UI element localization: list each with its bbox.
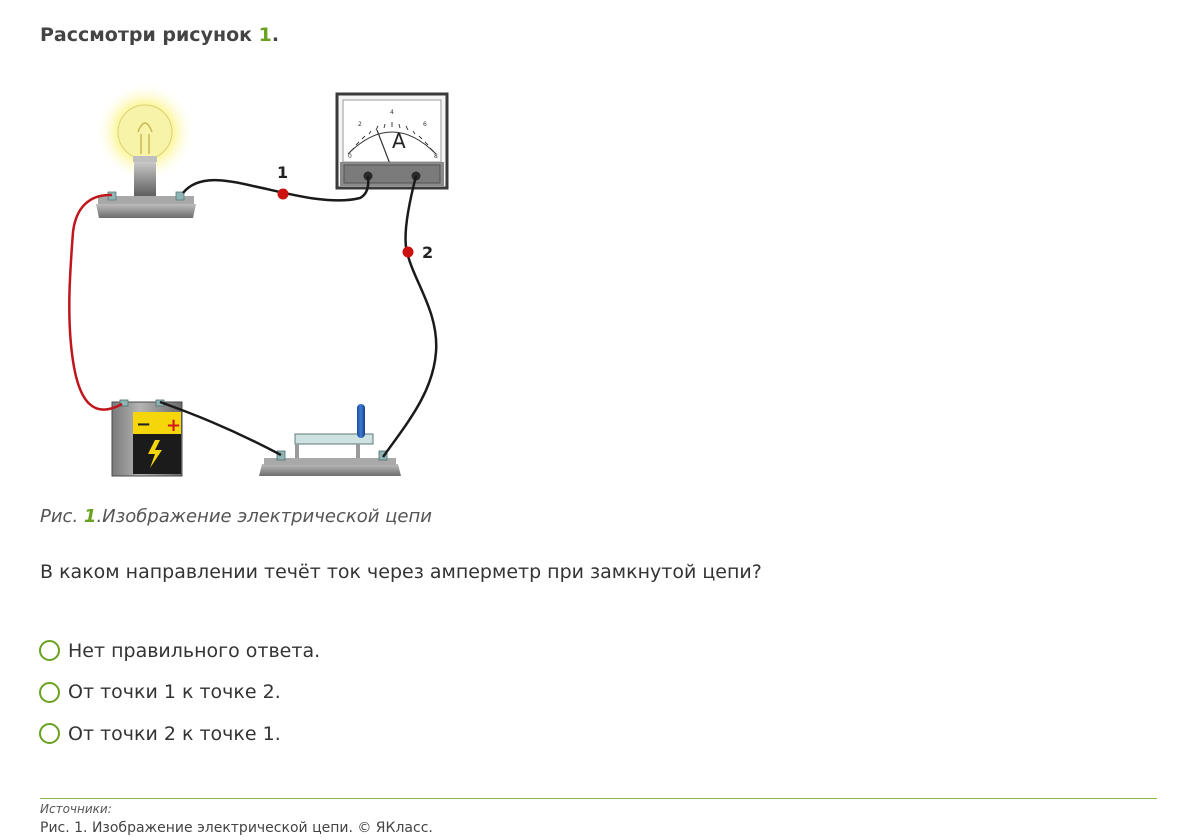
task-title-prefix: Рассмотри рисунок: [40, 24, 259, 46]
switch-handle: [357, 404, 365, 438]
radio-button[interactable]: [39, 682, 60, 703]
task-title-suffix: .: [271, 24, 280, 46]
circuit-figure: [38, 82, 468, 484]
switch: [259, 404, 401, 476]
ammeter-scale-2: 2: [358, 121, 362, 128]
battery: [112, 400, 182, 476]
ammeter-label: A: [392, 129, 406, 153]
answer-option[interactable]: [39, 630, 320, 672]
caption-text: .Изображение электрической цепи: [96, 506, 432, 527]
sources-item: Рис. 1. Изображение электрической цепи. © ЯКласс.: [40, 820, 433, 836]
ammeter-scale-4: 4: [390, 109, 394, 116]
answer-option-label: От точки 1 к точке 2.: [68, 681, 281, 704]
caption-prefix: Рис.: [40, 506, 84, 527]
sources-divider: [40, 798, 1157, 799]
point-2-marker: [403, 247, 414, 258]
battery-plus-label: +: [166, 415, 182, 436]
answer-option-label: Нет правильного ответа.: [68, 639, 321, 662]
figure-reference: 1: [258, 24, 272, 46]
radio-button[interactable]: [39, 723, 60, 744]
ammeter-scale-8: 8: [434, 153, 438, 160]
question-text: В каком направлении течёт ток через амперметр при замкнутой цепи?: [40, 561, 762, 583]
answer-option-label: От точки 2 к точке 1.: [68, 722, 281, 745]
point-1-label: 1: [277, 163, 289, 182]
wire-bulb-to-battery: [69, 195, 122, 410]
answer-option[interactable]: [39, 672, 320, 714]
ammeter: [337, 94, 447, 188]
point-1-marker: [278, 189, 289, 200]
answer-options: [39, 630, 320, 755]
sources-title: Источники:: [40, 802, 112, 816]
light-bulb: [95, 82, 196, 218]
figure-caption: [40, 506, 432, 527]
task-title: [40, 24, 279, 46]
radio-button[interactable]: [39, 640, 60, 661]
wire-ammeter-to-switch: [383, 176, 436, 457]
answer-option[interactable]: [39, 713, 320, 755]
point-2-label: 2: [422, 243, 434, 262]
battery-minus-label: −: [136, 414, 152, 435]
caption-number: 1: [83, 506, 97, 527]
ammeter-scale-6: 6: [423, 121, 427, 128]
ammeter-scale-0: 0: [348, 153, 352, 160]
